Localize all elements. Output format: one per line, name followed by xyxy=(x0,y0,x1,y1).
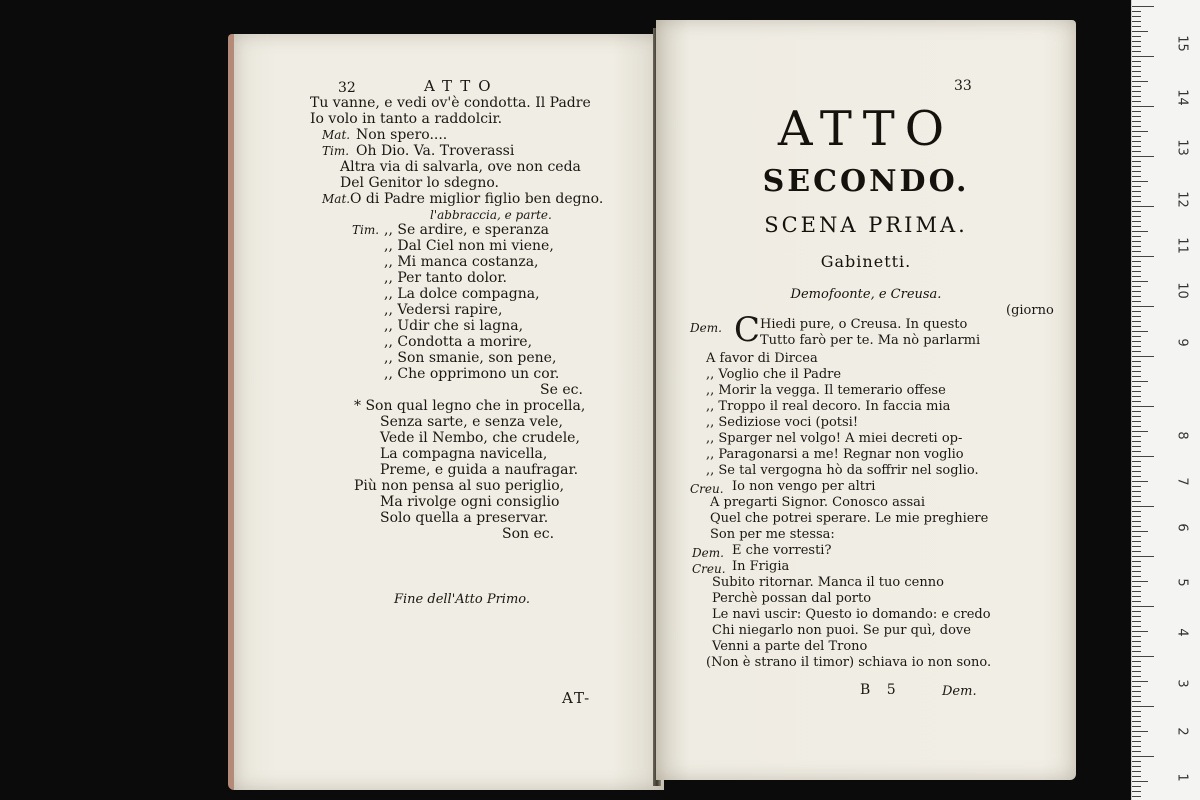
ruler-tick xyxy=(1132,131,1148,132)
ruler-tick xyxy=(1132,471,1141,472)
ruler-tick xyxy=(1132,566,1141,567)
ruler-tick xyxy=(1132,591,1141,592)
text-line: Tutto farò per te. Ma nò parlarmi xyxy=(760,333,981,348)
ruler-tick xyxy=(1132,756,1154,757)
scene-setting: Gabinetti. xyxy=(820,252,912,271)
ruler-number: 8 xyxy=(1174,431,1190,440)
text-line: Più non pensa al suo periglio, xyxy=(354,478,565,494)
right-page xyxy=(656,20,1076,780)
ruler-tick xyxy=(1132,506,1154,507)
ruler-tick xyxy=(1132,646,1141,647)
ruler-tick xyxy=(1132,541,1141,542)
ruler-number: 6 xyxy=(1174,523,1190,532)
ruler-tick xyxy=(1132,606,1154,607)
text-line: E che vorresti? xyxy=(732,543,832,558)
ruler-tick xyxy=(1132,96,1141,97)
ruler-tick xyxy=(1132,141,1141,142)
ruler-tick xyxy=(1132,616,1141,617)
ruler-tick xyxy=(1132,56,1154,57)
ruler-tick xyxy=(1132,146,1141,147)
ruler-tick xyxy=(1132,366,1141,367)
speaker-label: Mat. xyxy=(322,192,351,206)
text-line: (Non è strano il timor) schiava io non sono. xyxy=(706,655,992,670)
ruler-tick xyxy=(1132,666,1141,667)
speaker-label: Dem. xyxy=(690,321,722,335)
ruler-tick xyxy=(1132,251,1141,252)
ruler-tick xyxy=(1132,601,1141,602)
speaker-label: Tim. xyxy=(322,144,350,158)
stage-direction: l'abbraccia, e parte. xyxy=(430,208,552,222)
ruler-tick xyxy=(1132,171,1141,172)
ruler-tick xyxy=(1132,66,1141,67)
ruler-tick xyxy=(1132,731,1148,732)
measuring-ruler xyxy=(1131,0,1200,800)
ruler-number: 10 xyxy=(1174,282,1190,299)
ruler-tick xyxy=(1132,91,1141,92)
text-line: ,, Che opprimono un cor. xyxy=(384,366,560,382)
ruler-tick xyxy=(1132,241,1141,242)
ruler-tick xyxy=(1132,501,1141,502)
ruler-tick xyxy=(1132,46,1141,47)
ruler-tick xyxy=(1132,281,1148,282)
ruler-tick xyxy=(1132,331,1148,332)
text-line: Io non vengo per altri xyxy=(732,479,876,494)
text-line: In Frigia xyxy=(732,559,790,574)
ruler-tick xyxy=(1132,211,1141,212)
ruler-tick xyxy=(1132,586,1141,587)
ruler-tick xyxy=(1132,381,1148,382)
ruler-tick xyxy=(1132,271,1141,272)
text-line: (giorno xyxy=(1006,303,1054,318)
text-line: ,, Vedersi rapire, xyxy=(384,302,503,318)
ruler-tick xyxy=(1132,326,1141,327)
ruler-tick xyxy=(1132,126,1141,127)
ruler-tick xyxy=(1132,716,1141,717)
ruler-number: 15 xyxy=(1174,35,1190,52)
ruler-tick xyxy=(1132,611,1141,612)
ruler-tick xyxy=(1132,536,1141,537)
text-line: A pregarti Signor. Conosco assai xyxy=(710,495,926,510)
text-line: Senza sarte, e senza vele, xyxy=(380,414,563,430)
ruler-tick xyxy=(1132,551,1141,552)
ruler-tick xyxy=(1132,751,1141,752)
text-line: Son ec. xyxy=(502,526,555,542)
ruler-tick xyxy=(1132,16,1141,17)
ruler-tick xyxy=(1132,321,1141,322)
ruler-tick xyxy=(1132,596,1141,597)
ruler-tick xyxy=(1132,416,1141,417)
running-header: ATTO xyxy=(424,77,499,95)
ruler-tick xyxy=(1132,481,1148,482)
ruler-tick xyxy=(1132,361,1141,362)
ruler-tick xyxy=(1132,181,1148,182)
ruler-tick xyxy=(1132,296,1141,297)
ruler-tick xyxy=(1132,11,1141,12)
ruler-tick xyxy=(1132,191,1141,192)
ruler-tick xyxy=(1132,266,1141,267)
ruler-tick xyxy=(1132,201,1141,202)
ruler-tick xyxy=(1132,691,1141,692)
ruler-number: 5 xyxy=(1174,578,1190,587)
text-line: La compagna navicella, xyxy=(380,446,548,462)
ruler-tick xyxy=(1132,466,1141,467)
ruler-tick xyxy=(1132,581,1148,582)
page-number: 32 xyxy=(338,80,356,96)
ruler-tick xyxy=(1132,371,1141,372)
act-title: ATTO xyxy=(777,101,955,157)
text-line: Oh Dio. Va. Troverassi xyxy=(356,143,515,159)
text-line: Non spero.... xyxy=(356,127,448,143)
ruler-tick xyxy=(1132,796,1141,797)
ruler-tick xyxy=(1132,71,1141,72)
ruler-tick xyxy=(1132,736,1141,737)
ruler-tick xyxy=(1132,246,1141,247)
ruler-tick xyxy=(1132,446,1141,447)
text-line: Hiedi pure, o Creusa. In questo xyxy=(760,317,968,332)
ruler-tick xyxy=(1132,81,1148,82)
ruler-tick xyxy=(1132,401,1141,402)
text-line: Le navi uscir: Questo io domando: e credo xyxy=(712,607,991,622)
text-line: Solo quella a preservar. xyxy=(380,510,549,526)
ruler-tick xyxy=(1132,651,1141,652)
text-line: Venni a parte del Trono xyxy=(712,639,868,654)
ruler-tick xyxy=(1132,216,1141,217)
ruler-number: 3 xyxy=(1174,679,1190,688)
ruler-tick xyxy=(1132,626,1141,627)
text-line: ,, Se ardire, e speranza xyxy=(384,222,549,238)
ruler-tick xyxy=(1132,546,1141,547)
ruler-number: 13 xyxy=(1174,139,1190,156)
ruler-tick xyxy=(1132,356,1154,357)
ruler-tick xyxy=(1132,686,1141,687)
ruler-tick xyxy=(1132,656,1154,657)
text-line: ,, La dolce compagna, xyxy=(384,286,540,302)
ruler-number: 11 xyxy=(1174,237,1190,254)
ruler-tick xyxy=(1132,516,1141,517)
ruler-tick xyxy=(1132,6,1154,7)
ruler-tick xyxy=(1132,496,1141,497)
text-line: ,, Paragonarsi a me! Regnar non voglio xyxy=(706,447,964,462)
ruler-tick xyxy=(1132,671,1141,672)
drop-cap: C xyxy=(734,310,761,350)
ruler-tick xyxy=(1132,431,1148,432)
open-book xyxy=(228,18,1078,782)
ruler-number: 9 xyxy=(1174,338,1190,347)
ruler-tick xyxy=(1132,106,1154,107)
text-line: Ma rivolge ogni consiglio xyxy=(380,494,560,510)
ruler-number: 4 xyxy=(1174,628,1190,637)
ruler-tick xyxy=(1132,771,1141,772)
ruler-tick xyxy=(1132,556,1154,557)
ruler-tick xyxy=(1132,166,1141,167)
text-line: Preme, e guida a naufragar. xyxy=(380,462,579,478)
ruler-tick xyxy=(1132,426,1141,427)
ruler-tick xyxy=(1132,681,1148,682)
ruler-tick xyxy=(1132,21,1141,22)
text-line: Quel che potrei sperare. Le mie preghiere xyxy=(710,511,989,526)
ruler-tick xyxy=(1132,396,1141,397)
text-line: * Son qual legno che in procella, xyxy=(354,398,586,414)
ruler-tick xyxy=(1132,726,1141,727)
text-line: Chi niegarlo non puoi. Se pur quì, dove xyxy=(712,623,971,638)
ruler-tick xyxy=(1132,196,1141,197)
ruler-tick xyxy=(1132,161,1141,162)
text-line: ,, Sparger nel volgo! A miei decreti op- xyxy=(706,431,963,446)
text-line: Del Genitor lo sdegno. xyxy=(340,175,499,191)
ruler-tick xyxy=(1132,776,1141,777)
ruler-tick xyxy=(1132,276,1141,277)
ruler-tick xyxy=(1132,76,1141,77)
ruler-number: 1 xyxy=(1174,773,1190,782)
ruler-tick xyxy=(1132,721,1141,722)
ruler-tick xyxy=(1132,341,1141,342)
ruler-tick xyxy=(1132,456,1154,457)
ruler-tick xyxy=(1132,176,1141,177)
text-line: ,, Son smanie, son pene, xyxy=(384,350,557,366)
scene-characters: Demofoonte, e Creusa. xyxy=(790,287,942,302)
ruler-tick xyxy=(1132,531,1148,532)
ruler-tick xyxy=(1132,101,1141,102)
text-line: ,, Per tanto dolor. xyxy=(384,270,507,286)
ruler-tick xyxy=(1132,526,1141,527)
ruler-tick xyxy=(1132,561,1141,562)
ruler-tick xyxy=(1132,441,1141,442)
ruler-tick xyxy=(1132,351,1141,352)
text-line: O di Padre miglior figlio ben degno. xyxy=(350,191,604,207)
ruler-tick xyxy=(1132,391,1141,392)
text-line: ,, Dal Ciel non mi viene, xyxy=(384,238,554,254)
ruler-tick xyxy=(1132,346,1141,347)
ruler-tick xyxy=(1132,31,1148,32)
text-line: ,, Morir la vegga. Il temerario offese xyxy=(706,383,946,398)
signature-mark: B 5 xyxy=(860,682,902,698)
text-line: Perchè possan dal porto xyxy=(712,591,872,606)
speaker-label: Mat. xyxy=(322,128,351,142)
ruler-tick xyxy=(1132,136,1141,137)
scene-heading: SCENA PRIMA. xyxy=(764,213,968,237)
ruler-tick xyxy=(1132,791,1141,792)
ruler-tick xyxy=(1132,781,1148,782)
catchword: AT- xyxy=(562,689,592,707)
ruler-tick xyxy=(1132,571,1141,572)
ruler-tick xyxy=(1132,256,1154,257)
ruler-tick xyxy=(1132,676,1141,677)
ruler-tick xyxy=(1132,641,1141,642)
speaker-label: Creu. xyxy=(690,482,724,496)
ruler-tick xyxy=(1132,116,1141,117)
ruler-tick xyxy=(1132,746,1141,747)
text-line: Io volo in tanto a raddolcir. xyxy=(310,111,503,127)
speaker-label: Creu. xyxy=(692,562,726,576)
ruler-tick xyxy=(1132,226,1141,227)
ruler-tick xyxy=(1132,386,1141,387)
ruler-tick xyxy=(1132,461,1141,462)
ruler-tick xyxy=(1132,231,1148,232)
ruler-tick xyxy=(1132,411,1141,412)
ruler-tick xyxy=(1132,661,1141,662)
text-line: Tu vanne, e vedi ov'è condotta. Il Padre xyxy=(310,95,591,111)
ruler-tick xyxy=(1132,376,1141,377)
ruler-tick xyxy=(1132,436,1141,437)
ruler-tick xyxy=(1132,26,1141,27)
catchword: Dem. xyxy=(942,684,977,699)
ruler-tick xyxy=(1132,306,1154,307)
page-number: 33 xyxy=(954,78,972,94)
act-end-note: Fine dell'Atto Primo. xyxy=(394,592,531,607)
speaker-label: Tim. xyxy=(352,223,380,237)
ruler-tick xyxy=(1132,476,1141,477)
ruler-tick xyxy=(1132,51,1141,52)
ruler-tick xyxy=(1132,286,1141,287)
ruler-tick xyxy=(1132,86,1141,87)
ruler-number: 2 xyxy=(1174,727,1190,736)
ruler-tick xyxy=(1132,336,1141,337)
ruler-tick xyxy=(1132,696,1141,697)
ruler-tick xyxy=(1132,316,1141,317)
ruler-tick xyxy=(1132,121,1141,122)
ruler-tick xyxy=(1132,421,1141,422)
text-line: Son per me stessa: xyxy=(710,527,835,542)
ruler-tick xyxy=(1132,236,1141,237)
text-line: ,, Se tal vergogna hò da soffrir nel soglio. xyxy=(706,463,979,478)
text-line: ,, Udir che si lagna, xyxy=(384,318,524,334)
ruler-tick xyxy=(1132,186,1141,187)
ruler-tick xyxy=(1132,636,1141,637)
ruler-tick xyxy=(1132,311,1141,312)
ruler-number: 14 xyxy=(1174,89,1190,106)
ruler-tick xyxy=(1132,41,1141,42)
ruler-tick xyxy=(1132,701,1141,702)
text-line: ,, Voglio che il Padre xyxy=(706,367,842,382)
ruler-tick xyxy=(1132,61,1141,62)
ruler-tick xyxy=(1132,521,1141,522)
ruler-tick xyxy=(1132,221,1141,222)
ruler-tick xyxy=(1132,761,1141,762)
ruler-tick xyxy=(1132,151,1141,152)
ruler-tick xyxy=(1132,631,1148,632)
ruler-tick xyxy=(1132,451,1141,452)
ruler-tick xyxy=(1132,406,1154,407)
ruler-tick xyxy=(1132,291,1141,292)
ruler-tick xyxy=(1132,206,1154,207)
ruler-tick xyxy=(1132,786,1141,787)
text-line: Altra via di salvarla, ove non ceda xyxy=(340,159,581,175)
ruler-number: 7 xyxy=(1174,477,1190,486)
text-line: ,, Sediziose voci (potsi! xyxy=(706,415,859,430)
left-page xyxy=(228,34,664,790)
ruler-tick xyxy=(1132,491,1141,492)
ruler-tick xyxy=(1132,741,1141,742)
text-line: ,, Mi manca costanza, xyxy=(384,254,539,270)
ruler-tick xyxy=(1132,36,1141,37)
ruler-tick xyxy=(1132,486,1141,487)
act-subtitle: SECONDO. xyxy=(762,164,970,199)
ruler-tick xyxy=(1132,111,1141,112)
ruler-tick xyxy=(1132,156,1154,157)
text-line: ,, Troppo il real decoro. In faccia mia xyxy=(706,399,951,414)
speaker-label: Dem. xyxy=(692,546,724,560)
ruler-number: 12 xyxy=(1174,191,1190,208)
ruler-tick xyxy=(1132,301,1141,302)
text-line: Subito ritornar. Manca il tuo cenno xyxy=(712,575,944,590)
ruler-tick xyxy=(1132,511,1141,512)
ruler-tick xyxy=(1132,706,1154,707)
ruler-tick xyxy=(1132,711,1141,712)
ruler-tick xyxy=(1132,621,1141,622)
ruler-tick xyxy=(1132,576,1141,577)
text-line: A favor di Dircea xyxy=(706,351,818,366)
text-line: ,, Condotta a morire, xyxy=(384,334,533,350)
text-line: Se ec. xyxy=(540,382,583,398)
ruler-tick xyxy=(1132,766,1141,767)
ruler-tick xyxy=(1132,261,1141,262)
text-line: Vede il Nembo, che crudele, xyxy=(380,430,580,446)
